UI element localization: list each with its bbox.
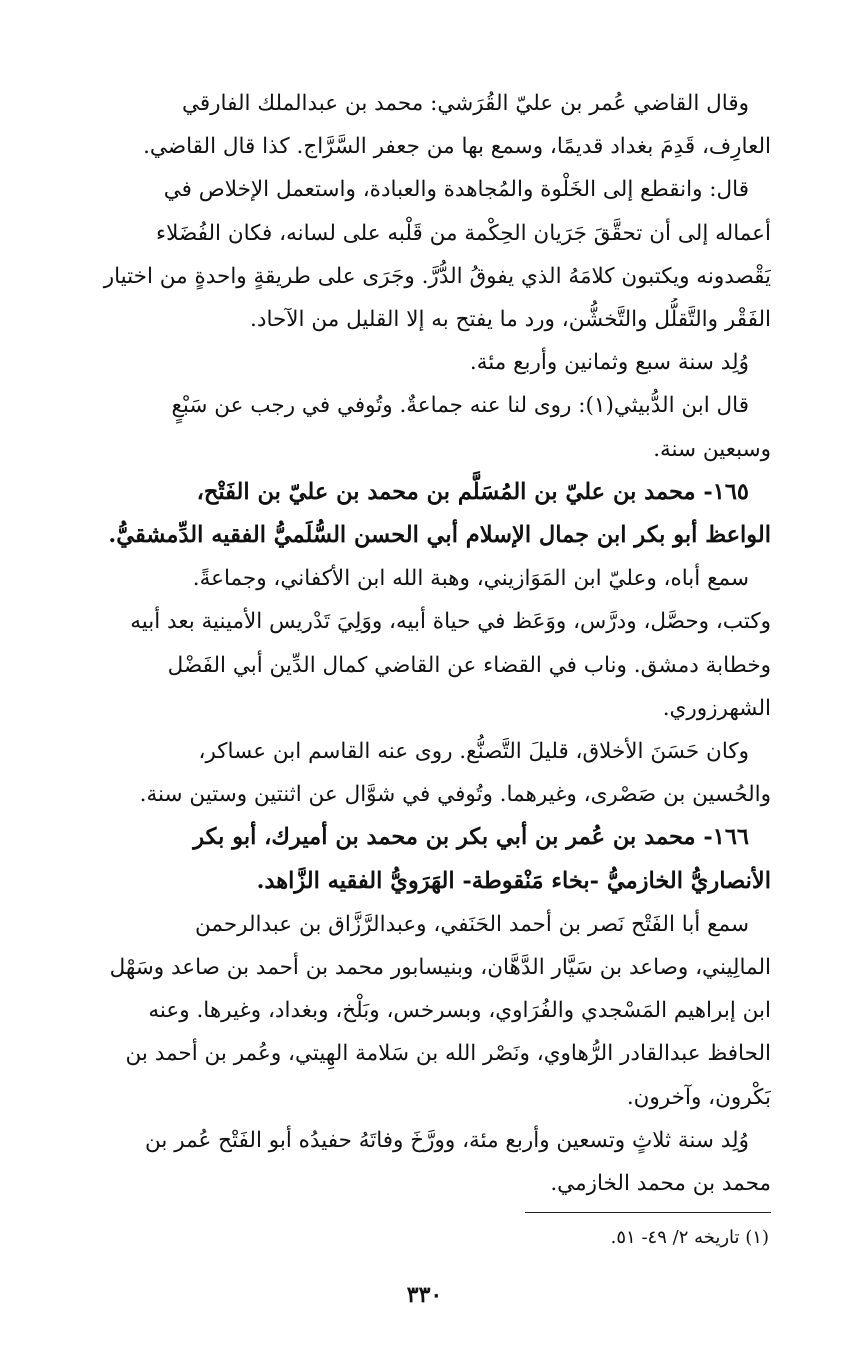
text-line: ابن إبراهيم المَسْجدي والفُرَاوي، وبسرخس، وبَلْخ، وبغداد، وغيرها. وعنه xyxy=(148,998,771,1024)
text-line: يَقْصدونه ويكتبون كلامَهُ الذي يفوقُ الدُّرَّ. وجَرَى على طريقةٍ واحدةٍ من اختيار xyxy=(103,263,771,289)
text-line: بَكْرون، وآخرون. xyxy=(626,1084,771,1110)
text-line: قال: وانقطع إلى الخَلْوة والمُجاهدة والعبادة، واستعمل الإخلاص في xyxy=(163,177,749,203)
paragraph xyxy=(88,341,771,384)
text-line: سمع أبا الفَتْح نَصر بن أحمد الحَنَفي، وعبدالرَّزَّاق بن عبدالرحمن xyxy=(195,911,749,937)
text-line: وكان حَسَنَ الأخلاق، قليلَ التَّصنُّع. روى عنه القاسم ابن عساكر، xyxy=(198,739,749,765)
text-line: وقال القاضي عُمر بن عليّ القُرَشي: محمد بن عبدالملك الفارقي xyxy=(181,91,749,116)
paragraph xyxy=(88,82,771,168)
heading-line: الواعظ أبو بكر ابن جمال الإسلام أبي الحسن السُّلَميُّ الفقيه الدِّمشقيُّ. xyxy=(108,522,771,549)
text-line: قال ابن الدُّبيثي(١): روى لنا عنه جماعةٌ. وتُوفي في رجب عن سَبْعٍ xyxy=(171,393,749,419)
text-line: العارِف، قَدِمَ بغداد قديمًا، وسمع بها من جعفر السَّرَّاج. كذا قال القاضي. xyxy=(143,134,771,160)
text-line: وسبعين سنة. xyxy=(653,436,771,462)
footnote: (١) تاريخه ٢/ ٤٩- ٥١. xyxy=(610,1227,769,1248)
text-line: أعماله إلى أن تحقَّقَ جَرَيان الحِكْمة من قَلْبه على لسانه، فكان الفُضَلاء xyxy=(156,220,771,246)
text-line: وكتب، وحصَّل، ودرَّس، ووَعَظ في حياة أبيه، ووَلِيَ تَدْريس الأمينية بعد أبيه xyxy=(130,609,771,635)
entry-heading-166 xyxy=(88,816,771,902)
text-line: المالِيني، وصاعد بن سَيَّار الدَّهَّان، وبنيسابور محمد بن أحمد بن صاعد وسَهْل xyxy=(109,955,771,981)
text-line: الفَقْر والتَّقلُّل والتَّخشُّن، ورد ما يفتح به إلا القليل من الآحاد. xyxy=(250,307,771,333)
paragraph xyxy=(88,168,771,341)
heading-line: ١٦٥- محمد بن عليّ بن المُسَلَّم بن محمد بن عليّ بن الفَتْح، xyxy=(196,478,749,505)
paragraph xyxy=(88,557,771,730)
text-line: الشهرزوري. xyxy=(662,695,771,721)
paragraph xyxy=(88,903,771,1119)
text-line: الحافظ عبدالقادر الرُّهاوي، ونَصْر الله بن سَلامة الهِيتي، وعُمر بن أحمد بن xyxy=(125,1041,771,1067)
page-number: ٣٣٠ xyxy=(406,1282,443,1308)
heading-line: ١٦٦- محمد بن عُمر بن أبي بكر بن محمد بن أميرك، أبو بكر xyxy=(193,824,749,851)
text-line: وُلِد سنة ثلاثٍ وتسعين وأربع مئة، وورَّخَ وفاتَهُ حفيدُه أبو الفَتْح عُمر بن xyxy=(145,1127,749,1153)
text-line: سمع أباه، وعليّ ابن المَوَازيني، وهبة الله ابن الأكفاني، وجماعةً. xyxy=(192,566,749,592)
heading-line: الأنصاريُّ الخازميُّ -بخاء مَنْقوطة- الهَرَويُّ الفقيه الزَّاهد. xyxy=(256,867,771,894)
footnote-divider xyxy=(525,1212,771,1213)
paragraph xyxy=(88,1119,771,1205)
text-line: والحُسين بن صَصْرى، وغيرهما. وتُوفي في شوَّال عن اثنتين وستين سنة. xyxy=(139,782,771,808)
text-line: محمد بن محمد الخازمي. xyxy=(550,1171,771,1197)
entry-heading-165 xyxy=(88,471,771,557)
paragraph xyxy=(88,384,771,470)
text-line: وُلِد سنة سبع وثمانين وأربع مئة. xyxy=(469,350,749,376)
paragraph xyxy=(88,730,771,816)
text-line: وخطابة دمشق. وناب في القضاء عن القاضي كمال الدِّين أبي الفَضْل xyxy=(167,652,771,678)
